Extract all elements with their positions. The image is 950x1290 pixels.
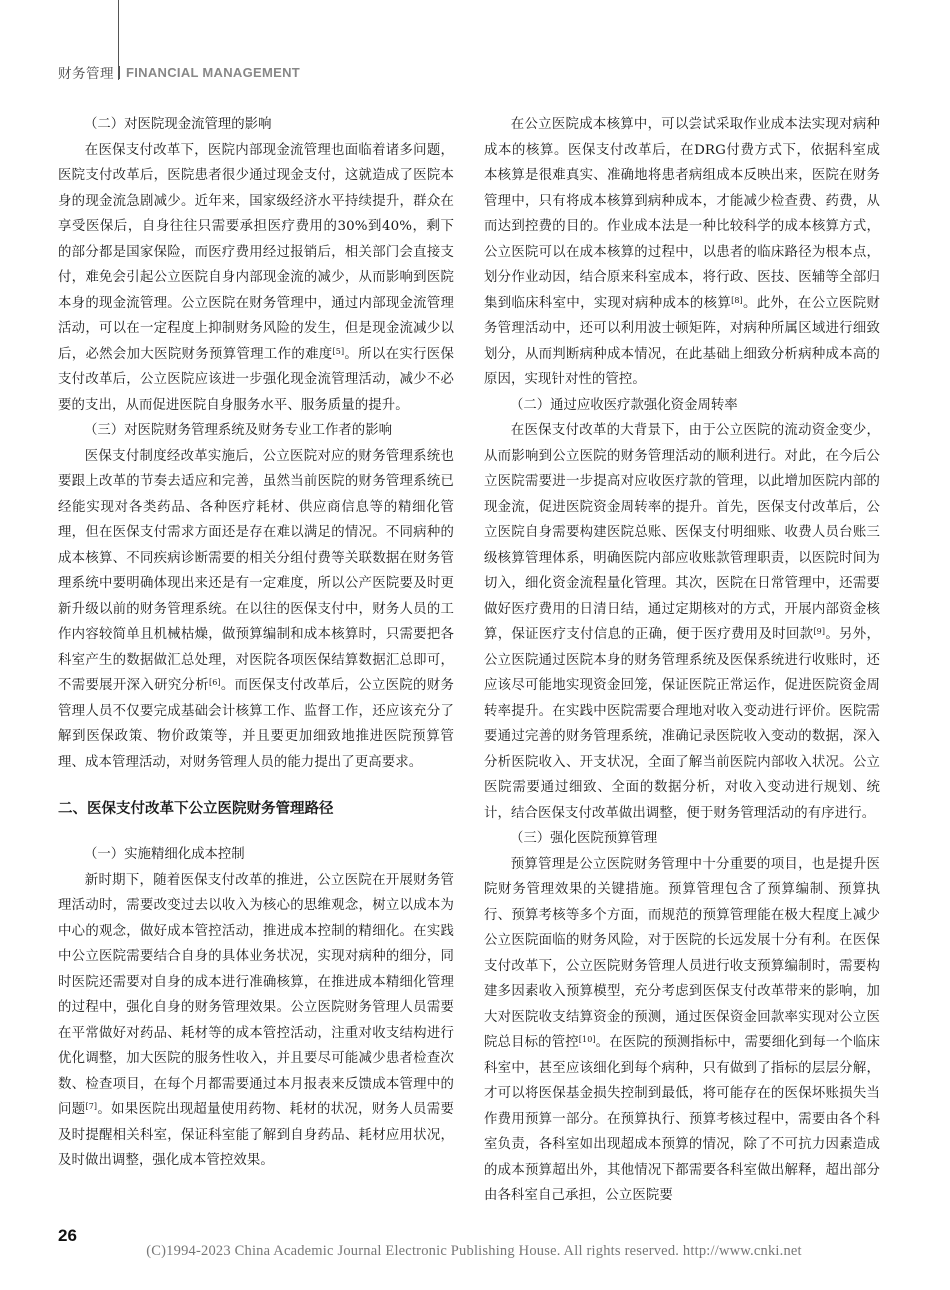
heading-cost-control: （一）实施精细化成本控制 bbox=[84, 847, 245, 862]
heading-budget: （三）强化医院预算管理 bbox=[510, 831, 658, 846]
paragraph-cost-control: 新时期下，随着医保支付改革的推进，公立医院在开展财务管理活动时，需要改变过去以收入为核心的思维观念，树立以成本为中心的观念，做好成本管控活动，推进成本控制的精细化。在实践中公立医院需要结合自身的具体业务状况，实现对病种的细分，同时医院还需要对自身的成本进行准确核算，在推进成本精细化管理的过程中，强化自身的财务管理效果。公立医院财务管理人员需要在平常做好对药品、耗材等的成本管控活动，注重对收支结构进行优化调整，加大医院的服务性收入，并且要尽可能减少患者检查次数、检查项目，在每个月都需要通过本月报表来反馈成本管理中的问题[7]。如果医院出现超量使用药物、耗材的状况，财务人员需要及时提醒相关科室，保证科室能了解到自身药品、耗材应用状况，及时做出调整，强化成本管控效果。 bbox=[58, 872, 455, 1168]
right-column bbox=[484, 112, 880, 1209]
left-column bbox=[58, 112, 454, 1174]
citation-8[interactable]: [8] bbox=[731, 295, 743, 305]
running-header bbox=[58, 62, 300, 82]
paragraph-budget: 预算管理是公立医院财务管理中十分重要的项目，也是提升医院财务管理效果的关键措施。预算管理包含了预算编制、预算执行、预算考核等多个方面，而规范的预算管理能在极大程度上减少公立医院面临的财务风险，对于医院的长远发展十分有利。在医保支付改革下，公立医院财务管理人员进行收支预算编制时，需要构建多因素收入预算模型，充分考虑到医保支付改革带来的影响，加大对医院收支结算资金的预测，通过医保资金回款率实现对公立医院总目标的管控[10]。在医院的预测指标中，需要细化到每一个临床科室中，甚至应该细化到每个病种，只有做到了指标的层层分解，才可以将医保基金损失控制到最低，将可能存在的医保坏账损失当作费用预算一部分。在预算执行、预算考核过程中，需要由各个科室负责，各科室如出现超成本预算的情况，除了不可抗力因素造成的成本预算超出外，其他情况下都需要各科室做出解释，超出部分由各科室自己承担，公立医院要 bbox=[484, 856, 880, 1203]
header-divider bbox=[119, 66, 120, 79]
header-section-cn: 财务管理 bbox=[58, 66, 114, 82]
paragraph-activity-costing: 在公立医院成本核算中，可以尝试采取作业成本法实现对病种成本的核算。医保支付改革后，在DRG付费方式下，依据科室成本核算是很难真实、准确地将患者病组成本反映出来，医院在财务管理中，只有将成本核算到病种成本，才能减少检查费、药费，从而达到控费的目的。作业成本法是一种比较科学的成本核算方式，公立医院可以在成本核算的过程中，以患者的临床路径为根本点，划分作业动因，结合原来科室成本，将行政、医技、医辅等全部归集到临床科室中，实现对病种成本的核算[8]。此外，在公立医院财务管理活动中，还可以利用波士顿矩阵，对病种所属区域进行细致划分，从而判断病种成本情况，在此基础上细致分析病种成本高的原因，实现针对性的管控。 bbox=[484, 117, 881, 387]
copyright-footer: (C)1994-2023 China Academic Journal Electronic Publishing House. All rights reserved. http://www.cnki.net bbox=[146, 1243, 802, 1259]
heading-finance-system: （三）对医院财务管理系统及财务专业工作者的影响 bbox=[84, 423, 392, 438]
section-heading-path: 二、医保支付改革下公立医院财务管理路径 bbox=[58, 801, 334, 817]
page-number: 26 bbox=[58, 1226, 77, 1245]
citation-9[interactable]: [9] bbox=[813, 627, 826, 636]
paragraph-cashflow: 在医保支付改革下，医院内部现金流管理也面临着诸多问题，医院支付改革后，医院患者很少通过现金支付，这就造成了医院本身的现金流急剧减少。近年来，国家级经济水平持续提升，群众在享受医保后，自身往往只需要承担医疗费用的30%到40%，剩下的部分都是国家保险，而医疗费用经过报销后，相关部门会直接支付，难免会引起公立医院自身内部现金流的减少，从而影响到医院本身的现金流管理。公立医院在财务管理中，通过内部现金流管理活动，可以在一定程度上抑制财务风险的发生，但是现金流减少以后，必然会加大医院财务预算管理工作的难度[5]。所以在实行医保支付改革后，公立医院应该进一步强化现金流管理活动，减少不必要的支出，从而促进医院自身服务水平、服务质量的提升。 bbox=[58, 142, 455, 413]
citation-7[interactable]: [7] bbox=[85, 1102, 98, 1111]
citation-6[interactable]: [6] bbox=[209, 678, 221, 687]
citation-5[interactable]: [5] bbox=[332, 346, 345, 356]
paragraph-finance-system: 医保支付制度经改革实施后，公立医院对应的财务管理系统也要跟上改革的节奏去适应和完善，虽然当前医院的财务管理系统已经能实现对各类药品、各种医疗耗材、供应商信息等的精细化管理，但在医保支付需求方面还是存在难以满足的情况。不同病种的成本核算、不同疾病诊断需要的相关分组付费等关联数据在财务管理系统中要明确体现出来还是有一定难度，所以公产医院要及时更新升级以前的财务管理系统。在以往的医保支付中，财务人员的工作内容较简单且机械枯燥，做预算编制和成本核算时，只需要把各科室产生的数据做汇总处理，对医院各项医保结算数据汇总即可，不需要展开深入研究分析[6]。而医保支付改革后，公立医院的财务管理人员不仅要完成基础会计核算工作、监督工作，还应该充分了解到医保政策、物价政策等，并且要更加细致地推进医院预算管理、成本管理活动，对财务管理人员的能力提出了更高要求。 bbox=[58, 448, 454, 770]
paragraph-receivables: 在医保支付改革的大背景下，由于公立医院的流动资金变少，从而影响到公立医院的财务管理活动的顺利进行。对此，在今后公立医院需要进一步提高对应收医疗款的管理，以此增加医院内部的现金流，促进医院资金周转率的提升。首先，医保支付改革后，公立医院自身需要构建医院总账、医保支付明细账、收费人员台账三级核算管理体系，明确医院内部应收账款管理职责，以医院时间为切入，细化资金流程量化管理。其次，医院在日常管理中，还需要做好医疗费用的日清日结，通过定期核对的方式，开展内部资金核算，保证医疗支付信息的正确，便于医疗费用及时回款[9]。另外，公立医院通过医院本身的财务管理系统及医保系统进行收账时，还应该尽可能地实现资金回笼，保证医院正常运作，促进医院资金周转率提升。在实践中医院需要合理地对收入变动进行评价。医院需要通过完善的财务管理系统，准确记录医院收入变动的数据，深入分析医院收入、开支状况，全面了解当前医院内部收入状况。公立医院需要通过细致、全面的数据分析，对收入变动进行规划、统计，结合医保支付改革做出调整，便于财务管理活动的有序进行。 bbox=[484, 423, 881, 821]
header-section-en: FINANCIAL MANAGEMENT bbox=[126, 64, 301, 80]
citation-10[interactable]: [10] bbox=[578, 1035, 596, 1044]
heading-receivables: （二）通过应收医疗款强化资金周转率 bbox=[510, 397, 738, 413]
heading-cashflow: （二）对医院现金流管理的影响 bbox=[84, 117, 272, 132]
